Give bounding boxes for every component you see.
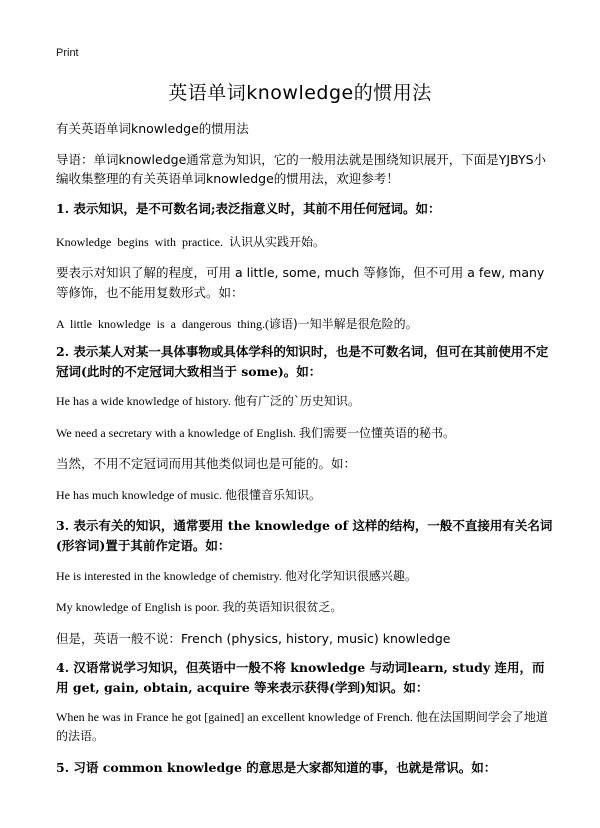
section-2-note: 当然，不用不定冠词而用其他类似词也是可能的。如： [56,456,357,471]
example-chinese: 我们需要一位懂英语的秘书。 [298,426,455,440]
section-1-heading: 1. 表示知识，是不可数名词;表泛指意义时，其前不用任何冠词。如： [56,201,441,216]
section-3-heading: 3. 表示有关的知识，通常要用 the knowledge of 这样的结构，一般不直接用有关名词(形容词)置于其前作定语。如： [56,518,553,553]
example-english: Knowledge begins with practice. [56,235,223,249]
subtitle: 有关英语单词knowledge的惯用法 [56,121,249,136]
example-english: He is interested in the knowledge of chemistry. [56,569,282,583]
example-english: He has a wide knowledge of history. [56,394,231,408]
example-chinese: 他有广泛的`历史知识。 [233,394,360,408]
example-english: A little knowledge is a dangerous thing.( [56,317,269,331]
section-1-example [56,232,556,253]
section-4-example [56,708,556,746]
section-1-example-2 [56,314,556,335]
section-2-heading: 2. 表示某人对某一具体事物或具体学科的知识时，也是不可数名词，但可在其前使用不定冠词(此时的不定冠词大致相当于 some)。如： [56,344,549,379]
section-3-example-2 [56,597,556,618]
section-2-example-1 [56,391,556,412]
example-english: We need a secretary with a knowledge of English. [56,426,296,440]
section-3-example-1 [56,566,556,587]
example-chinese: 我的英语知识很贫乏。 [222,600,343,614]
example-chinese: 他在法国期间学会了地道的法语。 [56,710,548,743]
example-english: My knowledge of English is poor. [56,600,220,614]
section-2-example-2 [56,423,556,444]
page-title: 英语单词knowledge的惯用法 [168,82,432,104]
section-3-note: 但是，英语一般不说：French (physics, history, music) knowledge [56,631,451,646]
example-english: When he was in France he got [gained] an excellent knowledge of French. [56,710,413,724]
section-4-heading: 4. 汉语常说学习知识，但英语中一般不将 knowledge 与动词learn, study 连用，而用 get, gain, obtain, acquire 等来表示获得(学到)知识。如： [56,660,545,695]
print-label: Print [56,47,79,59]
example-chinese: 认识从实践开始。 [228,235,325,249]
section-5-heading: 5. 习语 common knowledge 的意思是大家都知道的事，也就是常识。如： [56,760,497,775]
example-english: He has much knowledge of music. [56,488,222,502]
section-2-example-3 [56,485,556,506]
example-chinese: 谚语)一知半解是很危险的。 [268,317,418,331]
intro-paragraph: 导语：单词knowledge通常意为知识，它的一般用法就是围绕知识展开，下面是YJBYS小编收集整理的有关英语单词knowledge的惯用法，欢迎参考！ [56,152,547,186]
section-1-note: 要表示对知识了解的程度，可用 a little, some, much 等修饰，但不可用 a few, many 等修饰，也不能用复数形式。如： [56,265,545,300]
example-chinese: 他很懂音乐知识。 [224,488,321,502]
example-chinese: 他对化学知识很感兴趣。 [284,569,417,583]
